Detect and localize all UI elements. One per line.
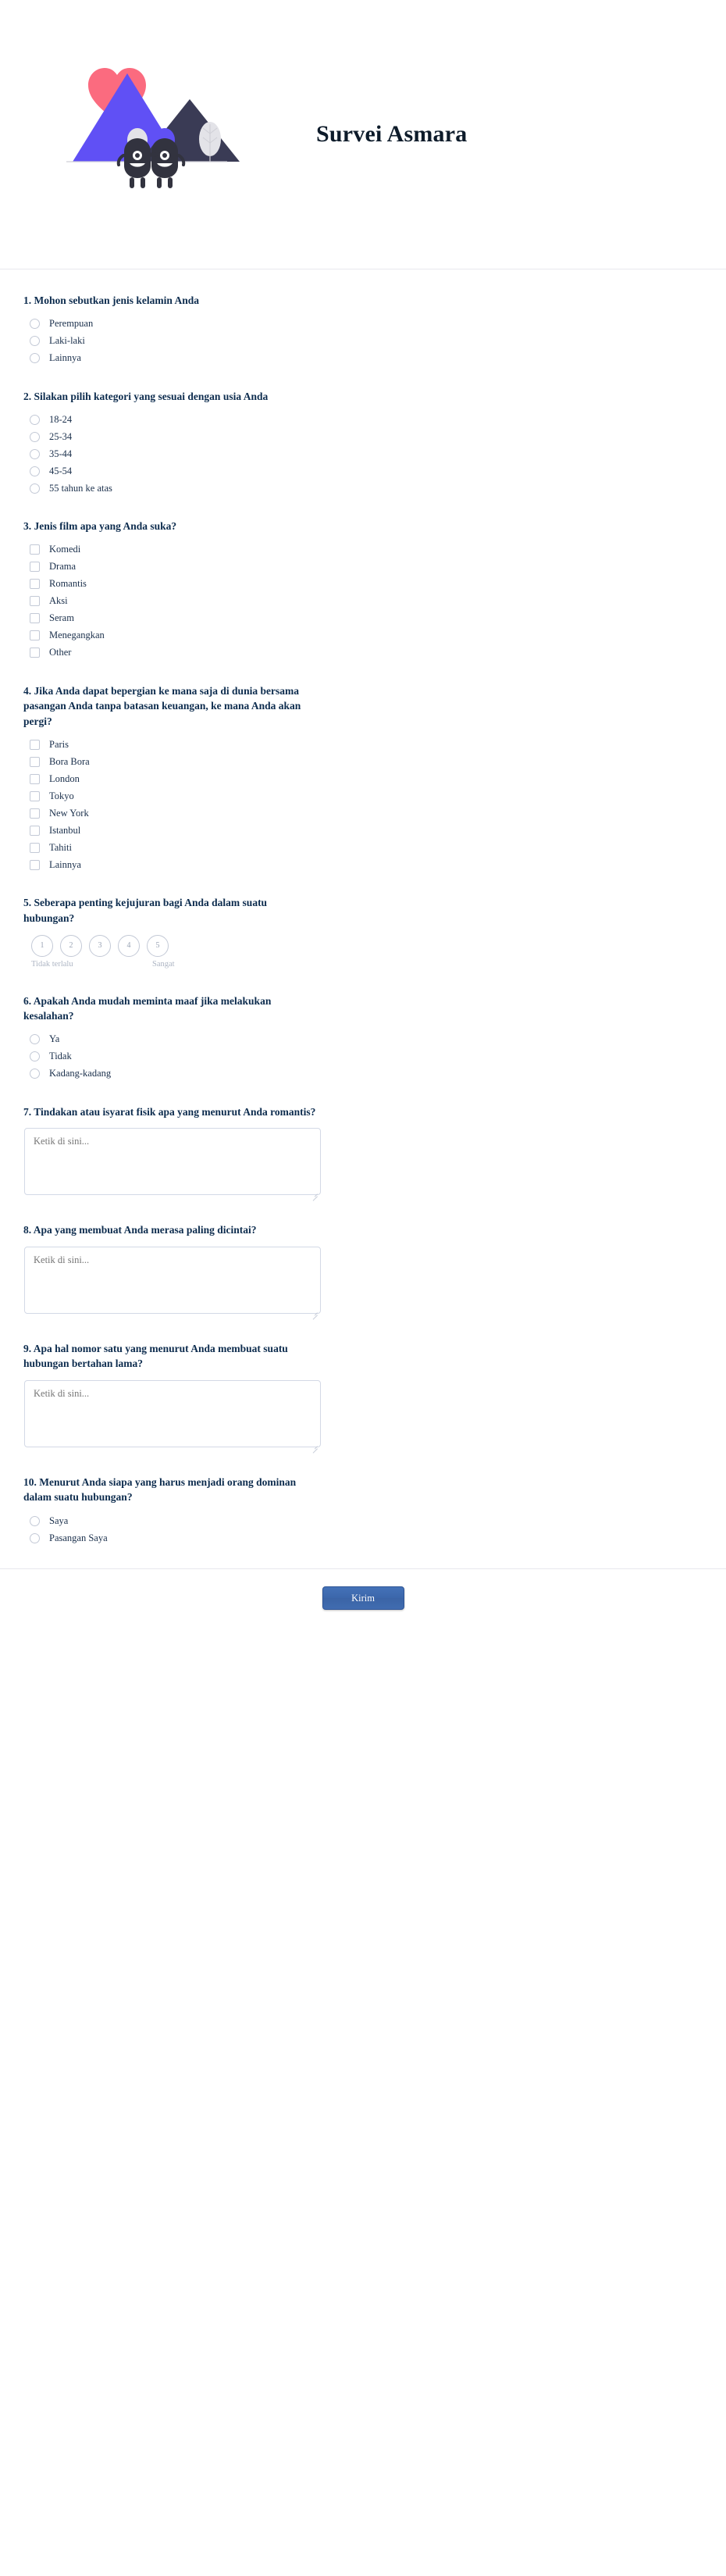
radio-icon[interactable] [30,1069,40,1079]
question-6 [0,994,726,1081]
checkbox-icon[interactable] [30,860,40,870]
question-6-title: 6. Apakah Anda mudah meminta maaf jika melakukan kesalahan? [23,994,272,1022]
option-label: Lainnya [49,352,81,364]
radio-icon[interactable] [30,466,40,476]
option-label: 35-44 [49,448,73,459]
checkbox-icon[interactable] [30,791,40,801]
radio-icon[interactable] [30,432,40,442]
rating-option-5[interactable]: 5 [147,935,169,957]
checkbox-icon[interactable] [30,757,40,767]
option-label: Perempuan [49,318,94,330]
option-label: Pasangan Saya [49,1532,108,1543]
rating-low-label: Tidak terlalu [31,960,73,969]
question-4 [0,683,726,872]
option-label: Other [49,647,72,658]
rating-option-4[interactable]: 4 [118,935,140,957]
radio-icon[interactable] [30,1516,40,1526]
radio-option[interactable] [23,317,726,331]
rating-high-label: Sangat [152,960,175,969]
option-label: Menegangkan [49,630,105,641]
rating-option-1[interactable]: 1 [31,935,53,957]
question-9-answer-wrap [23,1380,320,1451]
option-label: Komedi [49,544,81,555]
radio-icon[interactable] [30,1533,40,1543]
question-3-title: 3. Jenis film apa yang Anda suka? [23,520,177,533]
answer-textarea[interactable] [24,1247,321,1314]
option-label: Drama [49,561,77,573]
question-2 [0,389,726,496]
option-label: 45-54 [49,465,73,476]
option-label: Kadang-kadang [49,1068,112,1079]
radio-option[interactable] [23,1067,726,1081]
checkbox-option[interactable] [23,577,726,591]
radio-option[interactable] [23,430,726,444]
option-label: Bora Bora [49,756,90,768]
survey-footer [0,1568,726,1641]
question-10-options [23,1514,726,1545]
checkbox-icon[interactable] [30,843,40,853]
option-label: 55 tahun ke atas [49,482,112,494]
question-2-options [23,412,726,495]
radio-icon[interactable] [30,319,40,329]
question-5 [0,895,726,969]
radio-option[interactable] [23,412,726,426]
radio-option[interactable] [23,464,726,478]
question-8-title: 8. Apa yang membuat Anda merasa paling dicintai? [23,1224,257,1236]
checkbox-icon[interactable] [30,826,40,836]
submit-button[interactable]: Kirim [322,1586,404,1610]
radio-option[interactable] [23,1050,726,1064]
checkbox-icon[interactable] [30,544,40,555]
question-8-answer-wrap [23,1247,320,1318]
question-8 [0,1222,726,1318]
survey-header [0,0,726,269]
question-1-options [23,317,726,366]
radio-icon[interactable] [30,353,40,363]
answer-textarea[interactable] [24,1380,321,1447]
couple-mountains-heart-illustration [35,37,308,232]
radio-option[interactable] [23,481,726,495]
checkbox-option[interactable] [23,543,726,557]
radio-icon[interactable] [30,336,40,346]
checkbox-option[interactable] [23,823,726,837]
rating-scale [31,935,726,957]
checkbox-icon[interactable] [30,613,40,623]
checkbox-icon[interactable] [30,648,40,658]
question-9-title: 9. Apa hal nomor satu yang menurut Anda membuat suatu hubungan bertahan lama? [23,1342,288,1370]
checkbox-icon[interactable] [30,774,40,784]
radio-icon[interactable] [30,1034,40,1044]
option-label: New York [49,808,89,819]
checkbox-icon[interactable] [30,562,40,572]
rating-legend [31,959,726,970]
page-title: Survei Asmara [316,121,468,147]
rating-option-2[interactable]: 2 [60,935,82,957]
checkbox-icon[interactable] [30,740,40,750]
option-label: Laki-laki [49,335,85,347]
checkbox-option[interactable] [23,594,726,608]
question-3-options [23,543,726,660]
radio-icon[interactable] [30,1051,40,1061]
question-7 [0,1104,726,1200]
question-5-title: 5. Seberapa penting kejujuran bagi Anda dalam suatu hubungan? [23,897,268,924]
option-label: Ya [49,1033,60,1045]
radio-option[interactable] [23,334,726,348]
checkbox-option[interactable] [23,806,726,820]
question-7-answer-wrap [23,1128,320,1199]
question-1 [0,293,726,366]
radio-icon[interactable] [30,415,40,425]
radio-option[interactable] [23,1033,726,1047]
question-3 [0,519,726,660]
radio-option[interactable] [23,1514,726,1528]
question-10 [0,1475,726,1545]
option-label: 18-24 [49,413,73,425]
checkbox-option[interactable] [23,737,726,751]
option-label: 25-34 [49,430,73,442]
option-label: London [49,773,80,785]
checkbox-option[interactable] [23,646,726,660]
question-7-title: 7. Tindakan atau isyarat fisik apa yang menurut Anda romantis? [23,1105,316,1118]
option-label: Saya [49,1515,69,1526]
checkbox-option[interactable] [23,612,726,626]
option-label: Romantis [49,578,87,590]
checkbox-option[interactable] [23,629,726,643]
option-label: Paris [49,739,69,751]
checkbox-icon[interactable] [30,596,40,606]
checkbox-option[interactable] [23,755,726,769]
question-1-title: 1. Mohon sebutkan jenis kelamin Anda [23,294,200,306]
checkbox-option[interactable] [23,772,726,786]
radio-option[interactable] [23,447,726,461]
question-9 [0,1341,726,1451]
checkbox-option[interactable] [23,560,726,574]
rating-option-3[interactable]: 3 [89,935,111,957]
option-label: Tokyo [49,790,74,802]
option-label: Lainnya [49,859,81,871]
question-6-options [23,1033,726,1081]
radio-option[interactable] [23,1531,726,1545]
question-2-title: 2. Silakan pilih kategori yang sesuai dengan usia Anda [23,390,269,402]
question-10-title: 10. Menurut Anda siapa yang harus menjadi orang dominan dalam suatu hubungan? [23,1475,297,1504]
option-label: Aksi [49,595,68,607]
option-label: Istanbul [49,825,81,837]
question-4-title: 4. Jika Anda dapat bepergian ke mana saja di dunia bersama pasangan Anda tanpa batasan keuangan, ke mana Anda akan pergi? [23,684,301,727]
checkbox-option[interactable] [23,840,726,855]
radio-icon[interactable] [30,483,40,494]
option-label: Tidak [49,1051,72,1062]
option-label: Tahiti [49,842,72,854]
checkbox-icon[interactable] [30,630,40,640]
option-label: Seram [49,612,74,624]
radio-option[interactable] [23,351,726,366]
radio-icon[interactable] [30,449,40,459]
survey-questions [0,269,726,1545]
answer-textarea[interactable] [24,1128,321,1195]
checkbox-option[interactable] [23,858,726,872]
question-4-options [23,737,726,872]
checkbox-icon[interactable] [30,579,40,589]
checkbox-icon[interactable] [30,808,40,819]
checkbox-option[interactable] [23,789,726,803]
